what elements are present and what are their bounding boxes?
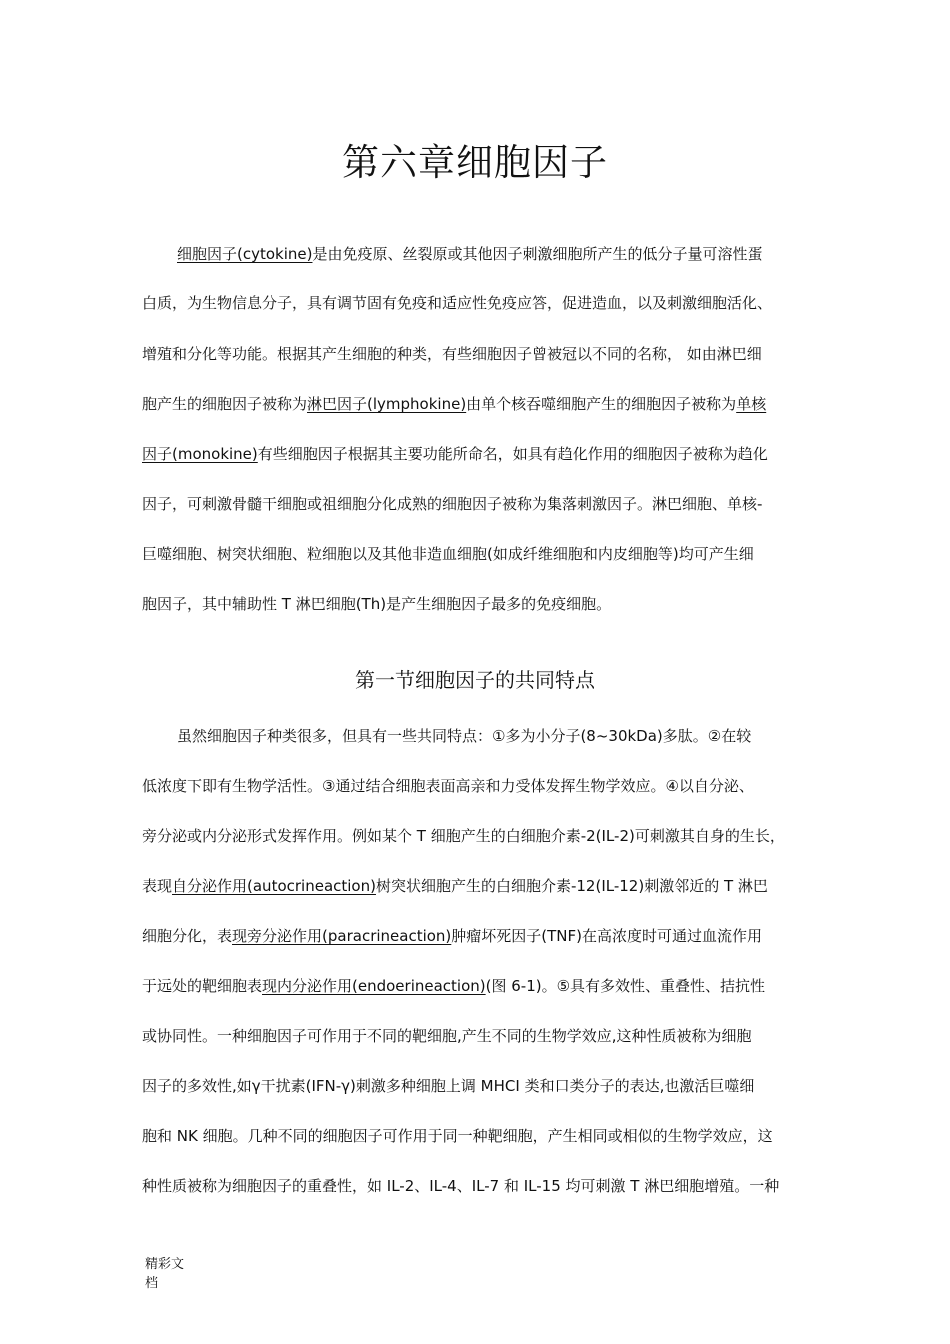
text-run: 因子，可刺激骨髓干细胞或祖细胞分化成熟的细胞因子被称为集落刺激因子。淋巴细胞、单核- [142, 495, 763, 513]
text-run: 增殖和分化等功能。根据其产生细胞的种类，有些细胞因子曾被冠以不同的名称， 如由淋巴细 [142, 345, 762, 363]
text-run: 种性质被称为细胞因子的重叠性，如 IL-2、IL-4、IL-7 和 IL-15 均可刺激 T 淋巴细胞增殖。一种 [142, 1177, 780, 1195]
text-run: 于远处的靶细胞表 [142, 977, 263, 995]
footer-text: 档 [145, 1276, 159, 1291]
paragraph-line [142, 292, 814, 314]
text-run: 胞和 NK 细胞。几种不同的细胞因子可作用于同一种靶细胞，产生相同或相似的生物学效应，这 [142, 1127, 773, 1145]
paragraph-line [142, 775, 814, 797]
paragraph-line [142, 975, 814, 997]
section-heading: 第一节细胞因子的共同特点 [355, 668, 595, 692]
paragraph-line [142, 1125, 814, 1147]
text-run: 胞因子，其中辅助性 T 淋巴细胞(Th)是产生细胞因子最多的免疫细胞。 [142, 595, 612, 613]
text-run: 因子的多效性,如γ干扰素(IFN-γ)刺激多种细胞上调 MHCI 类和口类分子的表达,也激活巨噬细 [142, 1077, 755, 1095]
paragraph-line [177, 243, 814, 265]
term-link: 细胞因子(cytokine) [177, 245, 313, 263]
paragraph-line [142, 1075, 814, 1097]
paragraph-line [142, 1025, 814, 1047]
text-run: 白质，为生物信息分子，具有调节固有免疫和适应性免疫应答，促进造血，以及刺激细胞活化、 [142, 294, 773, 312]
text-run: 树突状细胞产生的白细胞介素-12(IL-12)刺激邻近的 T 淋巴 [375, 877, 768, 895]
text-run: 肿瘤坏死因子(TNF)在高浓度时可通过血流作用 [451, 927, 763, 945]
text-run: 巨噬细胞、树突状细胞、粒细胞以及其他非造血细胞(如成纤维细胞和内皮细胞等)均可产生细 [142, 545, 754, 563]
footer-text: 精彩文 [145, 1257, 185, 1272]
paragraph-line [177, 725, 814, 747]
text-run: 胞产生的细胞因子被称为 [142, 395, 308, 413]
footer-watermark [145, 1255, 205, 1293]
term-link: 单核 [736, 395, 767, 413]
paragraph-line [142, 543, 814, 565]
paragraph-line [142, 875, 814, 897]
text-run: 表现 [142, 877, 173, 895]
paragraph-line [142, 1175, 814, 1197]
chapter-title: 第六章细胞因子 [342, 141, 608, 184]
term-link: 淋巴因子(lymphokine) [307, 395, 467, 413]
paragraph-line [142, 825, 814, 847]
text-run: 细胞分化，表 [142, 927, 233, 945]
term-link: 现旁分泌作用(paracrineaction) [232, 927, 452, 945]
paragraph-line [142, 393, 814, 415]
text-run: (图 6-1)。⑤具有多效性、重叠性、拮抗性 [485, 977, 766, 995]
text-run: 旁分泌或内分泌形式发挥作用。例如某个 T 细胞产生的白细胞介素-2(IL-2)可刺激其自身的生长， [142, 827, 785, 845]
text-run: 虽然细胞因子种类很多，但具有一些共同特点：①多为小分子(8~30kDa)多肽。②在较 [177, 727, 752, 745]
text-run: 或协同性。一种细胞因子可作用于不同的靶细胞,产生不同的生物学效应,这种性质被称为细胞 [142, 1027, 752, 1045]
text-run: 由单个核吞噬细胞产生的细胞因子被称为 [466, 395, 737, 413]
text-run: 是由免疫原、丝裂原或其他因子刺激细胞所产生的低分子量可溶性蛋 [312, 245, 763, 263]
text-run: 有些细胞因子根据其主要功能所命名，如具有趋化作用的细胞因子被称为趋化 [257, 445, 768, 463]
paragraph-line [142, 593, 814, 615]
paragraph-line [142, 925, 814, 947]
term-link: 现内分泌作用(endoerineaction) [262, 977, 486, 995]
text-run: 低浓度下即有生物学活性。③通过结合细胞表面高亲和力受体发挥生物学效应。④以自分泌、 [142, 777, 754, 795]
paragraph-line [142, 443, 814, 465]
paragraph-line [142, 343, 814, 365]
term-link: 因子(monokine) [142, 445, 258, 463]
paragraph-line [142, 493, 814, 515]
term-link: 自分泌作用(autocrineaction) [172, 877, 376, 895]
